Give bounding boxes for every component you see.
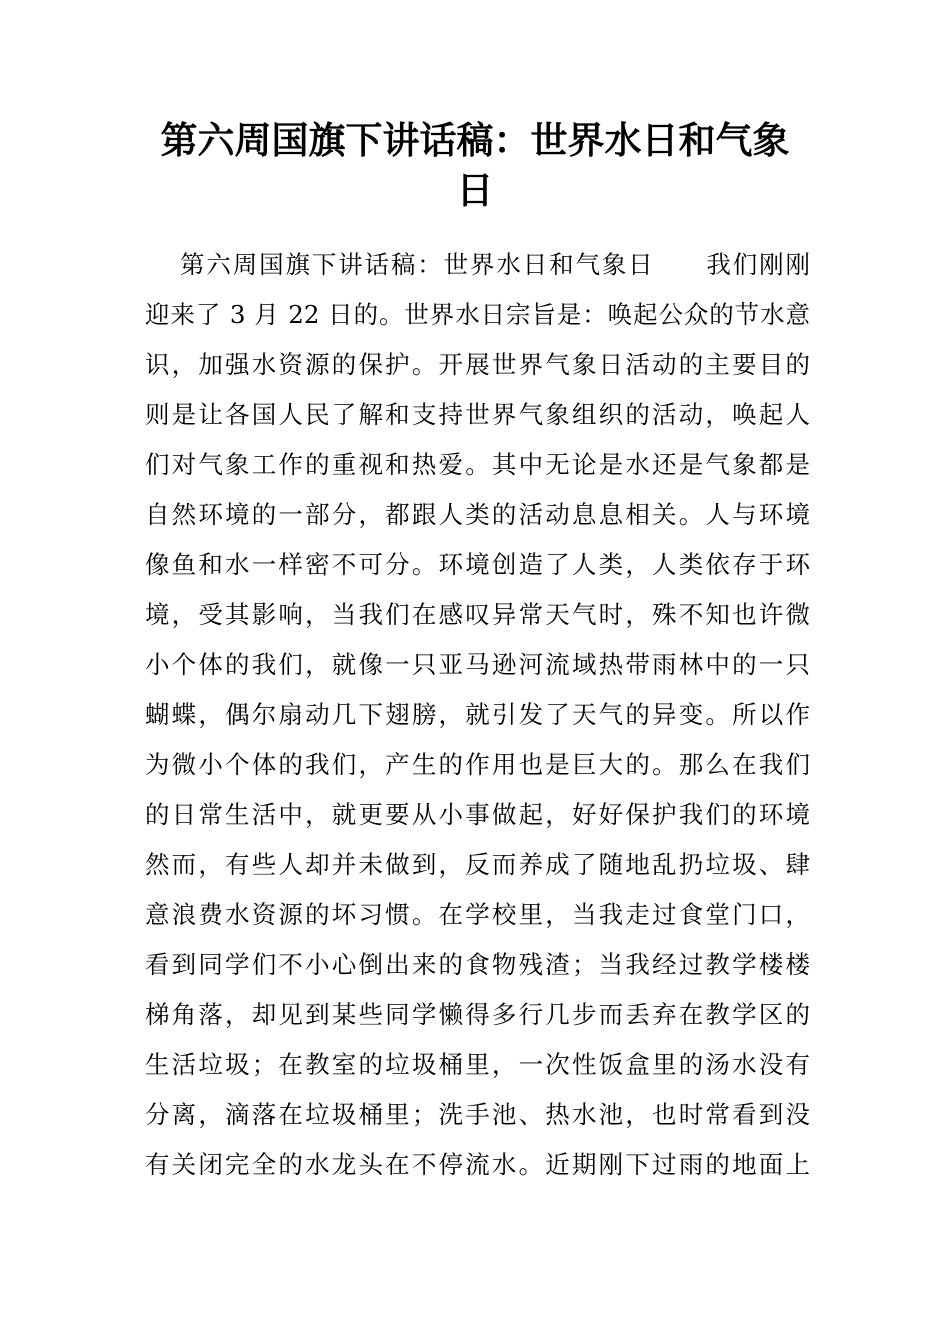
document-title bbox=[140, 116, 810, 216]
body-first-line-head: 第六周国旗下讲话稿：世界水日和气象日 bbox=[180, 250, 655, 279]
title-line-2: 日 bbox=[456, 169, 494, 212]
body-line: 像鱼和水一样密不可分。环境创造了人类，人类依存于环 bbox=[145, 550, 810, 579]
document-body bbox=[145, 240, 810, 1190]
body-line: 境，受其影响，当我们在感叹异常天气时，殊不知也许微 bbox=[145, 600, 810, 629]
body-line: 生活垃圾；在教室的垃圾桶里，一次性饭盒里的汤水没有 bbox=[145, 1050, 810, 1079]
body-first-line-tail: 我们刚刚 bbox=[704, 250, 810, 279]
body-line: 则是让各国人民了解和支持世界气象组织的活动，唤起人 bbox=[145, 400, 810, 429]
title-line-1: 第六周国旗下讲话稿：世界水日和气象 bbox=[160, 119, 790, 162]
body-line: 分离，滴落在垃圾桶里；洗手池、热水池，也时常看到没 bbox=[145, 1100, 810, 1129]
body-line: 蝴蝶，偶尔扇动几下翅膀，就引发了天气的异变。所以作 bbox=[145, 700, 810, 729]
body-line: 迎来了 3 月 22 日的。世界水日宗旨是：唤起公众的节水意 bbox=[145, 300, 810, 329]
body-line: 的日常生活中，就更要从小事做起，好好保护我们的环境 bbox=[145, 800, 810, 829]
body-line: 有关闭完全的水龙头在不停流水。近期刚下过雨的地面上 bbox=[145, 1150, 810, 1179]
body-line: 们对气象工作的重视和热爱。其中无论是水还是气象都是 bbox=[145, 450, 810, 479]
body-first-line bbox=[145, 240, 810, 290]
body-line: 意浪费水资源的坏习惯。在学校里，当我走过食堂门口， bbox=[145, 900, 810, 929]
body-line: 然而，有些人却并未做到，反而养成了随地乱扔垃圾、肆 bbox=[145, 850, 810, 879]
body-line: 自然环境的一部分，都跟人类的活动息息相关。人与环境 bbox=[145, 500, 810, 529]
body-line: 识，加强水资源的保护。开展世界气象日活动的主要目的 bbox=[145, 350, 810, 379]
body-line: 为微小个体的我们，产生的作用也是巨大的。那么在我们 bbox=[145, 750, 810, 779]
body-line: 看到同学们不小心倒出来的食物残渣；当我经过教学楼楼 bbox=[145, 950, 810, 979]
body-line: 梯角落，却见到某些同学懒得多行几步而丢弃在教学区的 bbox=[145, 1000, 810, 1029]
body-line: 小个体的我们，就像一只亚马逊河流域热带雨林中的一只 bbox=[145, 650, 810, 679]
